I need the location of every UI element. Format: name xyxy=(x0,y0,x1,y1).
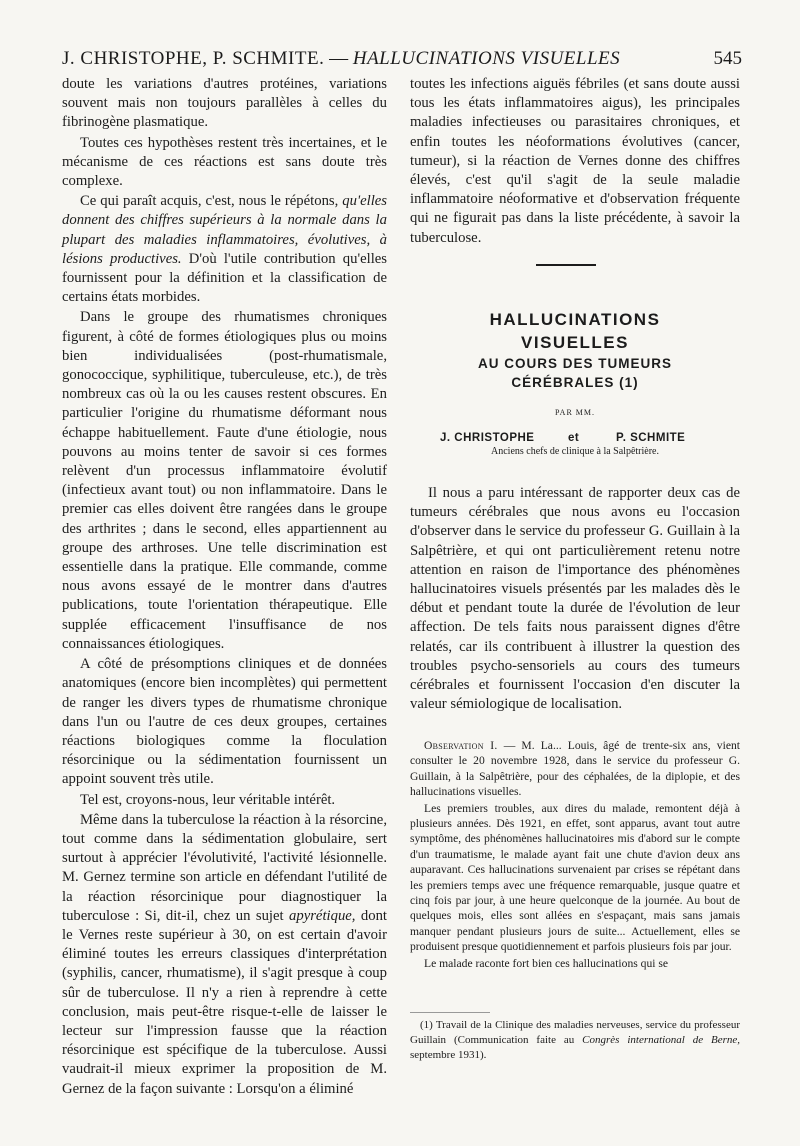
article-author-2: P. SCHMITE xyxy=(616,432,686,444)
footnote-rule xyxy=(410,1012,490,1013)
article-intro xyxy=(410,484,740,714)
observation-paragraph-2: Les premiers troubles, aux dires du malade, remontent déjà à plusieurs années. Dès 1921, en effet, sont apparus, avant tout autre symptôme, des phénomènes hallucinatoires mis d'abord sur le compte d'un traumatisme, le malade ayant fait une chute d'avion deux ans auparavant. Ces hallucinations survenaient par crises se répétant dans les premiers temps avec une fréquence remarquable, jusque quatre et cinq fois par jour, à une heure quelconque de la journée. Au bout de quelques mois, elles sont allées en s'espaçant, mais sans jamais manquer pendant plusieurs jours de suite... Actuellement, elles se produisent presque quotidiennement et parfois plusieurs fois par jour. xyxy=(410,801,740,954)
observation-paragraph-1 xyxy=(410,738,740,800)
observation-paragraph-3: Le malade raconte fort bien ces hallucinations qui se xyxy=(424,956,669,970)
left-paragraph-1: doute les variations d'autres protéines, variations souvent mais non toujours parallèles à celles du fibrinogène plasmatique. xyxy=(62,76,387,131)
par-mm: PAR MM. xyxy=(554,408,596,417)
article-subtitle-line-2: CÉRÉBRALES (1) xyxy=(511,375,639,390)
left-column xyxy=(62,75,387,1099)
observation-section xyxy=(410,738,740,971)
left-p3-text-b: D'où l'utile contribution qu'elles fournissent pour la définition et la classification de certains états morbides. xyxy=(62,250,388,306)
running-header xyxy=(62,48,742,70)
left-p7-italic: apyrétique, xyxy=(289,907,356,924)
section-separator xyxy=(536,264,596,266)
left-paragraph-4: Dans le groupe des rhumatismes chroniques figurent, à côté de formes étiologiques plus ou moins bien individualisées (post-rhumatismale, gonococcique, syphilitique, tuberculeuse, etc.), de très nombreux cas où la ou les causes restent obscures. En particulier l'origine du rhumatisme déformant nous échappe habituellement. Faute d'une étiologie, nous pouvons au moins tenter de savoir si ces formes relèvent d'un processus inflammatoire évolutif (infectieux avant tout) ou non inflammatoire. Dans le premier cas elles doivent être rangées dans le groupe des arthrites ; dans le second, elles appartiennent au groupe des arthroses. Une telle discrimination est essentielle dans la pratique. Elle commande, comme nous avons essayé de le montrer dans d'autres publications, toute l'orientation thérapeutique. Elle supplée efficacement l'insuffisance de nos connaissances étiologiques. xyxy=(62,309,387,652)
left-paragraph-7 xyxy=(62,811,387,1099)
article-subtitle-line-1: AU COURS DES TUMEURS xyxy=(477,356,672,371)
footnote-italic: Congrès international de Berne, xyxy=(582,1034,740,1046)
right-column-top xyxy=(410,75,740,248)
footnote xyxy=(410,1018,740,1063)
left-paragraph-5: A côté de présomptions cliniques et de données anatomiques (encore bien incomplètes) qui permettent de ranger les divers types de rhumatisme chronique dans l'un ou l'autre de ces deux groupes, certaines réactions biologiques comme la floculation résorcinique ou la sédimentation fournissent un appoint souvent très utile. xyxy=(62,656,387,788)
article-affiliation: Anciens chefs de clinique à la Salpêtrière. xyxy=(491,446,659,457)
left-p3-text-a: Ce qui paraît acquis, c'est, nous le répétons, xyxy=(80,193,339,210)
left-p7-text-a: Même dans la tuberculose la réaction à la résorcine, tout comme dans la sédimentation globulaire, sert surtout à apprécier l'évolutivité, l'activité lésionnelle. M. Gernez termine son article en défendant l'utilité de la réaction résorcinique pour diagnostiquer la tuberculose : Si, dit-il, chez un sujet xyxy=(62,811,387,924)
article-title-line-2: VISUELLES xyxy=(521,333,629,352)
right-paragraph-1: toutes les infections aiguës fébriles (et sans doute aussi tous les états inflammatoires aigus), les principales maladies infectieuses ou parasitaires chroniques, et enfin toutes les néoformations évolutives (cancer, tumeur), si la réaction de Vernes donne des chiffres élevés, c'est qu'il s'agit de la seule maladie inflammatoire néoformative et d'observation fréquente qui ne figurait pas dans la liste précédente, à savoir la tuberculose. xyxy=(410,76,740,246)
observation-p1-text: — M. La... Louis, âgé de trente-six ans, vient consulter le 20 novembre 1928, dans le service du professeur G. Guillain, à la Salpêtrière, pour des céphalées, de la diplopie, et des hallucinations visuelles. xyxy=(410,739,740,799)
page-number: 545 xyxy=(713,48,742,69)
left-paragraph-6: Tel est, croyons-nous, leur véritable intérêt. xyxy=(80,791,336,808)
left-paragraph-3 xyxy=(62,192,387,307)
observation-label: Observation I. xyxy=(424,739,498,752)
footnote-text-b: septembre 1931). xyxy=(410,1049,487,1061)
left-paragraph-2: Toutes ces hypothèses restent très incertaines, et le mécanisme de ces réactions est sans doute très complexe. xyxy=(62,134,387,190)
article-title-line-1: HALLUCINATIONS xyxy=(489,310,661,329)
intro-paragraph: Il nous a paru intéressant de rapporter deux cas de tumeurs cérébrales que nous avons eu l'occasion d'observer dans le service du professeur G. Guillain à la Salpêtrière, et qui ont particulièrement retenu notre attention en raison de l'importance des phénomènes hallucinatoires visuels présentés par les malades dès le début et pendant toute la durée de l'évolution de leur affection. De tels faits nous paraissent dignes d'être relatés, car ils contribuent à illustrer la question des troubles psycho-sensoriels au cours des tumeurs cérébrales et fournissent l'occasion d'en discuter la valeur sémiologique de localisation. xyxy=(410,485,740,713)
footnote-text xyxy=(410,1018,740,1063)
article-author-1: J. CHRISTOPHE xyxy=(440,432,535,444)
footnote-text-a: (1) Travail de la Clinique des maladies nerveuses, service du professeur Guillain (Communication faite au xyxy=(410,1019,740,1046)
header-dash: — xyxy=(329,48,349,69)
left-p7-text-b: dont le Vernes reste supérieur à 30, on est certain d'avoir éliminé toutes les erreurs classiques d'interprétation (syphilis, cancer, rhumatisme), il s'agit presque à coup sûr de tuberculose. Il n'y a rien à reprendre à cette conclusion, mais peut-être risque-t-elle de laisser le lecteur sur l'impression fausse que la réaction résorcinique est spécifique de la tuberculose. Aussi vaudrait-il mieux exprimer la proposition de M. Gernez de la façon suivante : Lorsqu'on a éliminé xyxy=(62,907,387,1097)
header-title: HALLUCINATIONS VISUELLES xyxy=(352,48,621,69)
header-authors: J. CHRISTOPHE, P. SCHMITE. xyxy=(62,48,325,69)
left-p3-italic: qu'elles donnent des chiffres supérieurs à la normale dans la plupart des maladies inflammatoires, évolutives, à lésions productives. xyxy=(62,193,388,267)
article-author-et: et xyxy=(568,432,580,444)
